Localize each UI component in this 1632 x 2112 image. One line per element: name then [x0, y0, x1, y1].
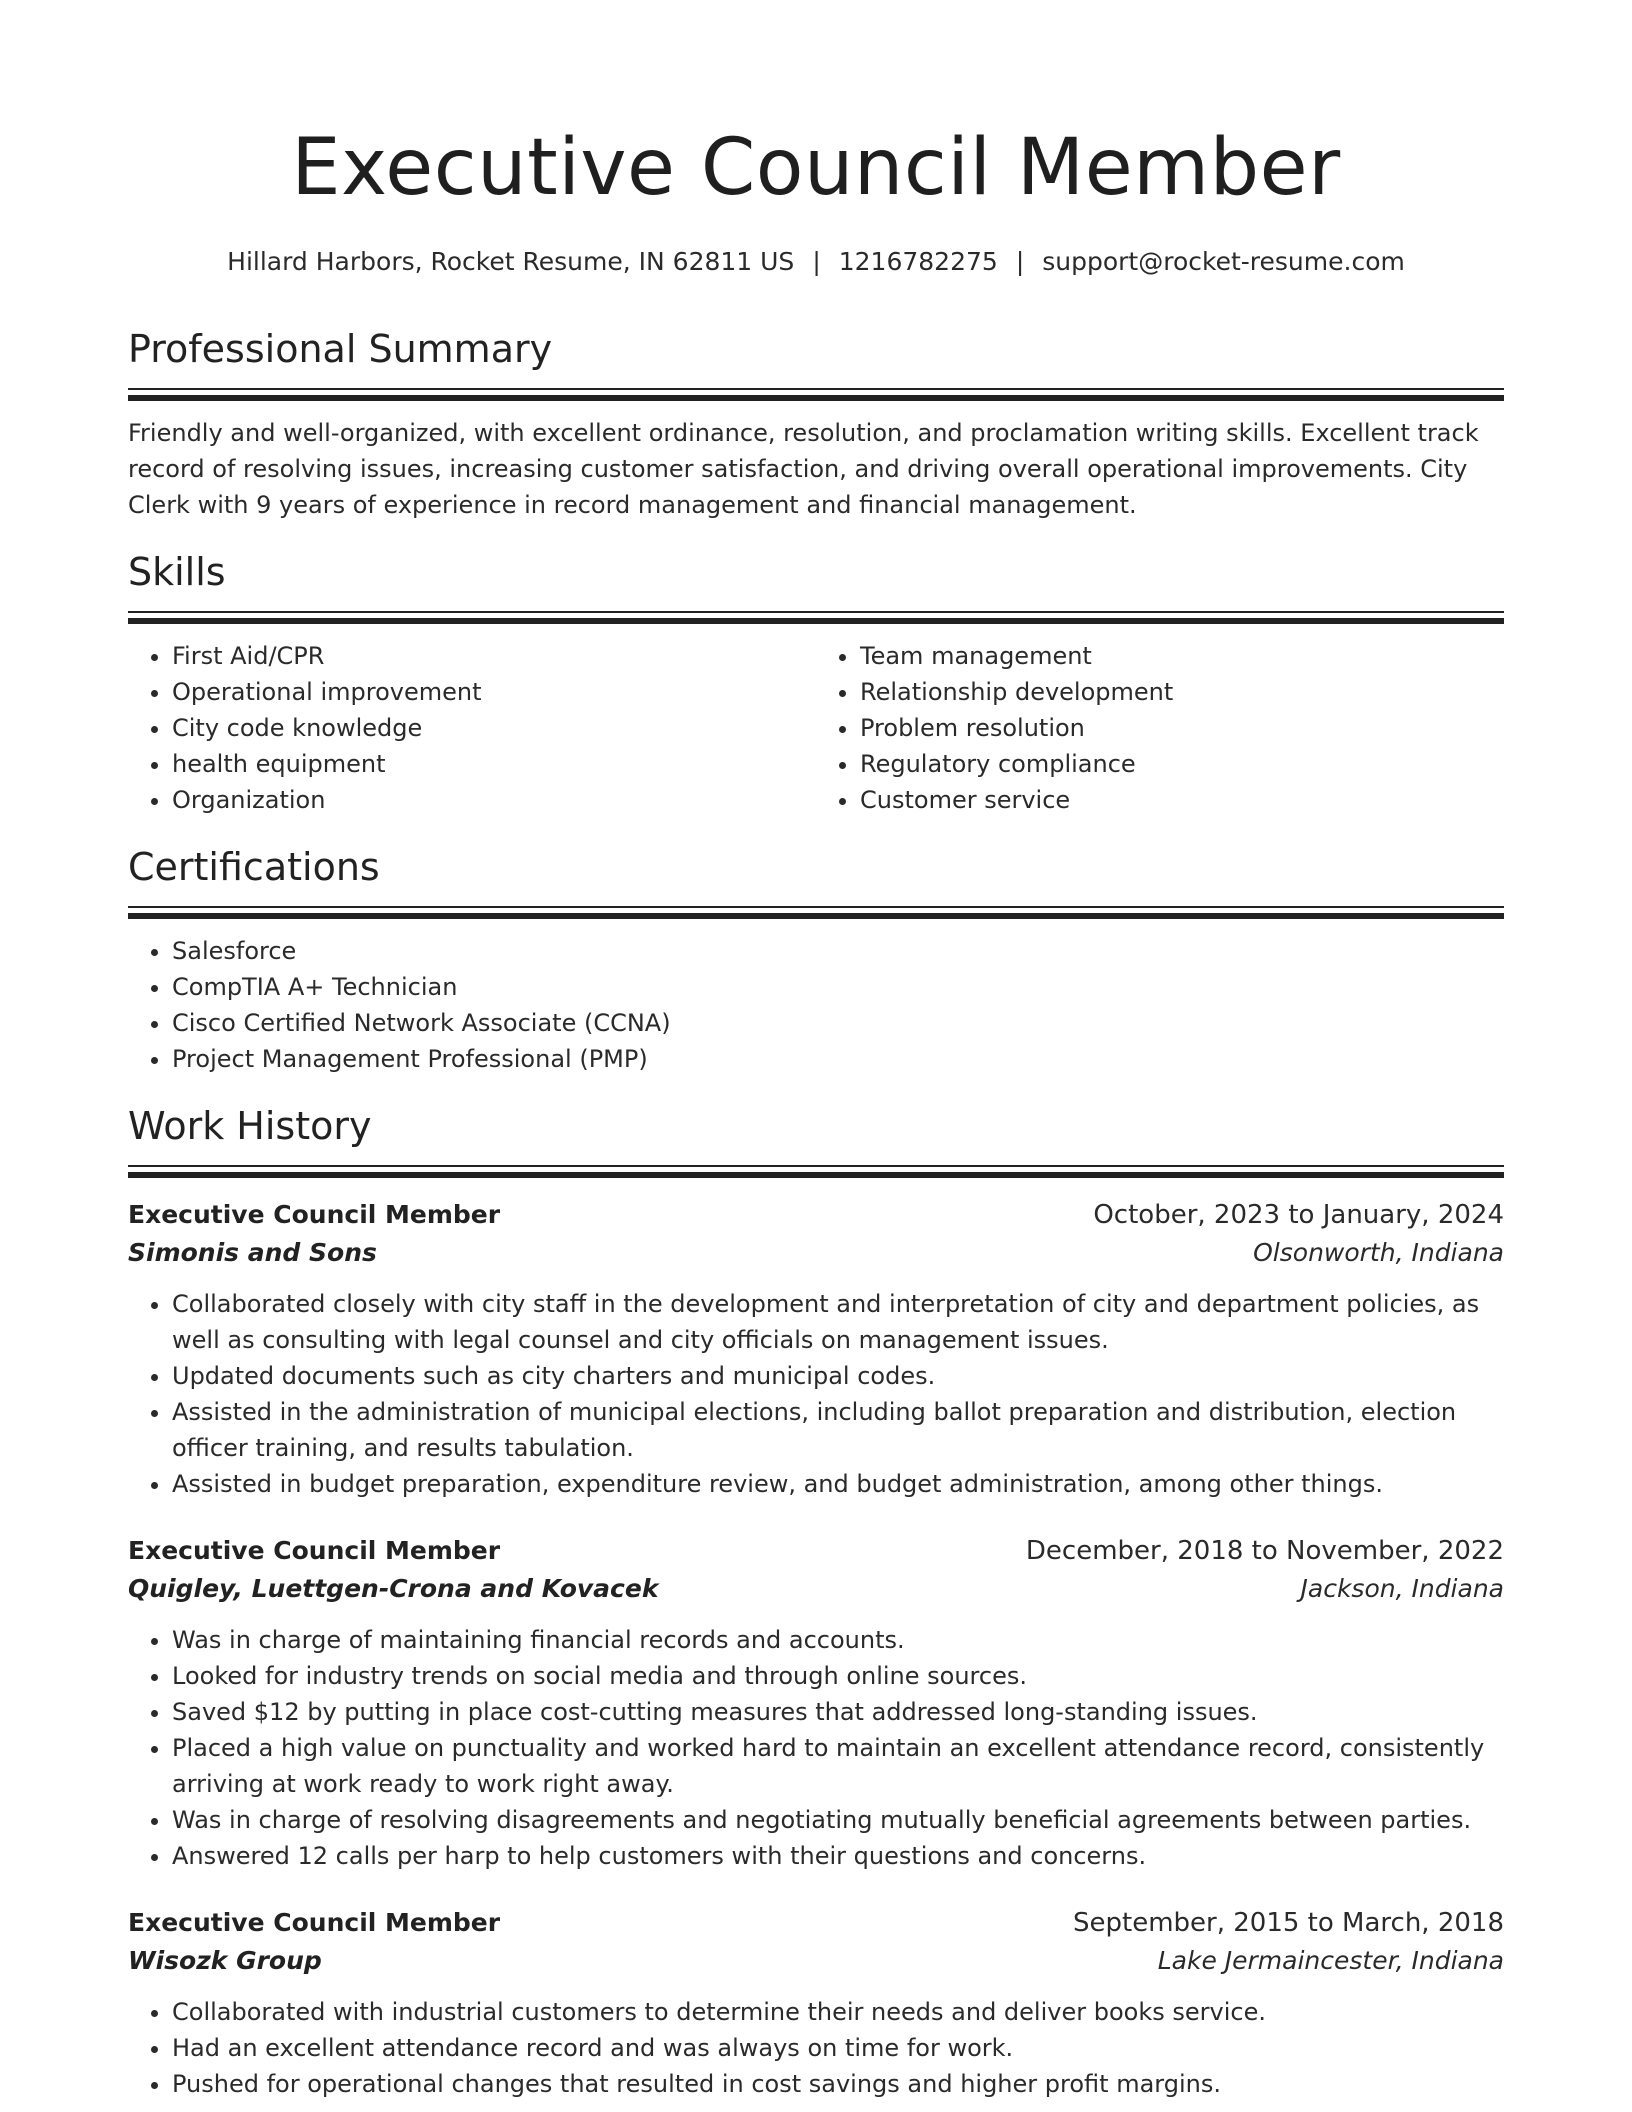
contact-address: Hillard Harbors, Rocket Resume, IN 62811 US	[227, 247, 795, 276]
job-location: Jackson, Indiana	[1300, 1574, 1504, 1603]
job-bullets	[128, 1286, 1504, 1502]
skill-item: • Problem resolution	[860, 710, 1504, 746]
job-bullet: • Had an excellent attendance record and was always on time for work.	[172, 2030, 1504, 2066]
certification-item: • Salesforce	[172, 933, 1504, 969]
skills-grid	[128, 638, 1504, 818]
job-bullet: • Updated documents such as city charters and municipal codes.	[172, 1358, 1504, 1394]
job-dates: October, 2023 to January, 2024	[1093, 1200, 1504, 1230]
section-divider-thick	[128, 618, 1504, 624]
contact-separator: |	[812, 247, 821, 276]
job-company-row	[128, 1234, 1504, 1272]
job-company: Wisozk Group	[128, 1946, 322, 1975]
section-divider	[128, 611, 1504, 613]
job-entry	[128, 1904, 1504, 2102]
contact-phone: 1216782275	[838, 247, 998, 276]
section-divider-thick	[128, 395, 1504, 401]
skill-item: • health equipment	[172, 746, 816, 782]
skill-item: • Regulatory compliance	[860, 746, 1504, 782]
job-bullet: • Was in charge of resolving disagreements and negotiating mutually beneficial agreements between parties.	[172, 1802, 1504, 1838]
job-bullet: • Saved $12 by putting in place cost-cutting measures that addressed long-standing issues.	[172, 1694, 1504, 1730]
certifications-list	[128, 933, 1504, 1077]
job-company: Simonis and Sons	[128, 1238, 377, 1267]
certification-item: • Project Management Professional (PMP)	[172, 1041, 1504, 1077]
skill-item: • City code knowledge	[172, 710, 816, 746]
job-header-row	[128, 1532, 1504, 1570]
job-bullet: • Assisted in the administration of municipal elections, including ballot preparation and distribution, election officer training, and results tabulation.	[172, 1394, 1504, 1466]
skill-item: • Relationship development	[860, 674, 1504, 710]
job-title: Executive Council Member	[128, 1536, 501, 1565]
job-bullet: • Placed a high value on punctuality and worked hard to maintain an excellent attendance record, consistently arriving at work ready to work right away.	[172, 1730, 1504, 1802]
certifications-section	[128, 842, 1504, 1077]
contact-line	[128, 244, 1504, 280]
section-title-work-history: Work History	[128, 1104, 372, 1148]
contact-email: support@rocket-resume.com	[1042, 247, 1405, 276]
job-bullets	[128, 1622, 1504, 1874]
skill-item: • Customer service	[860, 782, 1504, 818]
work-history-section	[128, 1101, 1504, 2102]
contact-separator: |	[1015, 247, 1025, 276]
certification-item: • CompTIA A+ Technician	[172, 969, 1504, 1005]
resume-page	[128, 0, 1504, 2102]
job-company: Quigley, Luettgen-Crona and Kovacek	[128, 1574, 659, 1603]
skills-list-left	[128, 638, 816, 818]
skills-section	[128, 547, 1504, 818]
skill-item: • First Aid/CPR	[172, 638, 816, 674]
job-dates: December, 2018 to November, 2022	[1025, 1536, 1504, 1566]
job-dates: September, 2015 to March, 2018	[1073, 1908, 1504, 1938]
job-header-row	[128, 1904, 1504, 1942]
job-bullet: • Collaborated with industrial customers to determine their needs and deliver books service.	[172, 1994, 1504, 2030]
job-location: Olsonworth, Indiana	[1253, 1238, 1504, 1267]
skill-item: • Team management	[860, 638, 1504, 674]
summary-text: Friendly and well-organized, with excellent ordinance, resolution, and proclamation writing skills. Excellent track record of resolving issues, increasing customer satisfaction, and driving overall operational improvements. City Clerk with 9 years of experience in record management and financial management.	[128, 419, 1479, 519]
job-bullet: • Was in charge of maintaining financial records and accounts.	[172, 1622, 1504, 1658]
skills-list-right	[816, 638, 1504, 818]
job-entry	[128, 1532, 1504, 1874]
job-title: Executive Council Member	[128, 1200, 501, 1229]
job-bullet: • Looked for industry trends on social media and through online sources.	[172, 1658, 1504, 1694]
job-bullets	[128, 1994, 1504, 2102]
job-bullet: • Assisted in budget preparation, expenditure review, and budget administration, among other things.	[172, 1466, 1504, 1502]
section-title-skills: Skills	[128, 550, 226, 594]
section-title-certifications: Certifications	[128, 845, 380, 889]
job-bullet: • Collaborated closely with city staff in the development and interpretation of city and department policies, as well as consulting with legal counsel and city officials on management issues.	[172, 1286, 1504, 1358]
section-divider	[128, 906, 1504, 908]
section-divider-thick	[128, 1172, 1504, 1178]
skill-item: • Organization	[172, 782, 816, 818]
summary-section	[128, 324, 1504, 523]
job-bullet: • Answered 12 calls per harp to help customers with their questions and concerns.	[172, 1838, 1504, 1874]
section-divider	[128, 1165, 1504, 1167]
certification-item: • Cisco Certified Network Associate (CCNA)	[172, 1005, 1504, 1041]
skill-item: • Operational improvement	[172, 674, 816, 710]
job-entry	[128, 1196, 1504, 1502]
job-header-row	[128, 1196, 1504, 1234]
job-company-row	[128, 1942, 1504, 1980]
job-company-row	[128, 1570, 1504, 1608]
job-bullet: • Pushed for operational changes that resulted in cost savings and higher profit margins.	[172, 2066, 1504, 2102]
candidate-name: Executive Council Member	[291, 123, 1341, 213]
section-divider-thick	[128, 913, 1504, 919]
section-title-summary: Professional Summary	[128, 327, 553, 371]
section-divider	[128, 388, 1504, 390]
job-location: Lake Jermaincester, Indiana	[1157, 1946, 1504, 1975]
job-title: Executive Council Member	[128, 1908, 501, 1937]
